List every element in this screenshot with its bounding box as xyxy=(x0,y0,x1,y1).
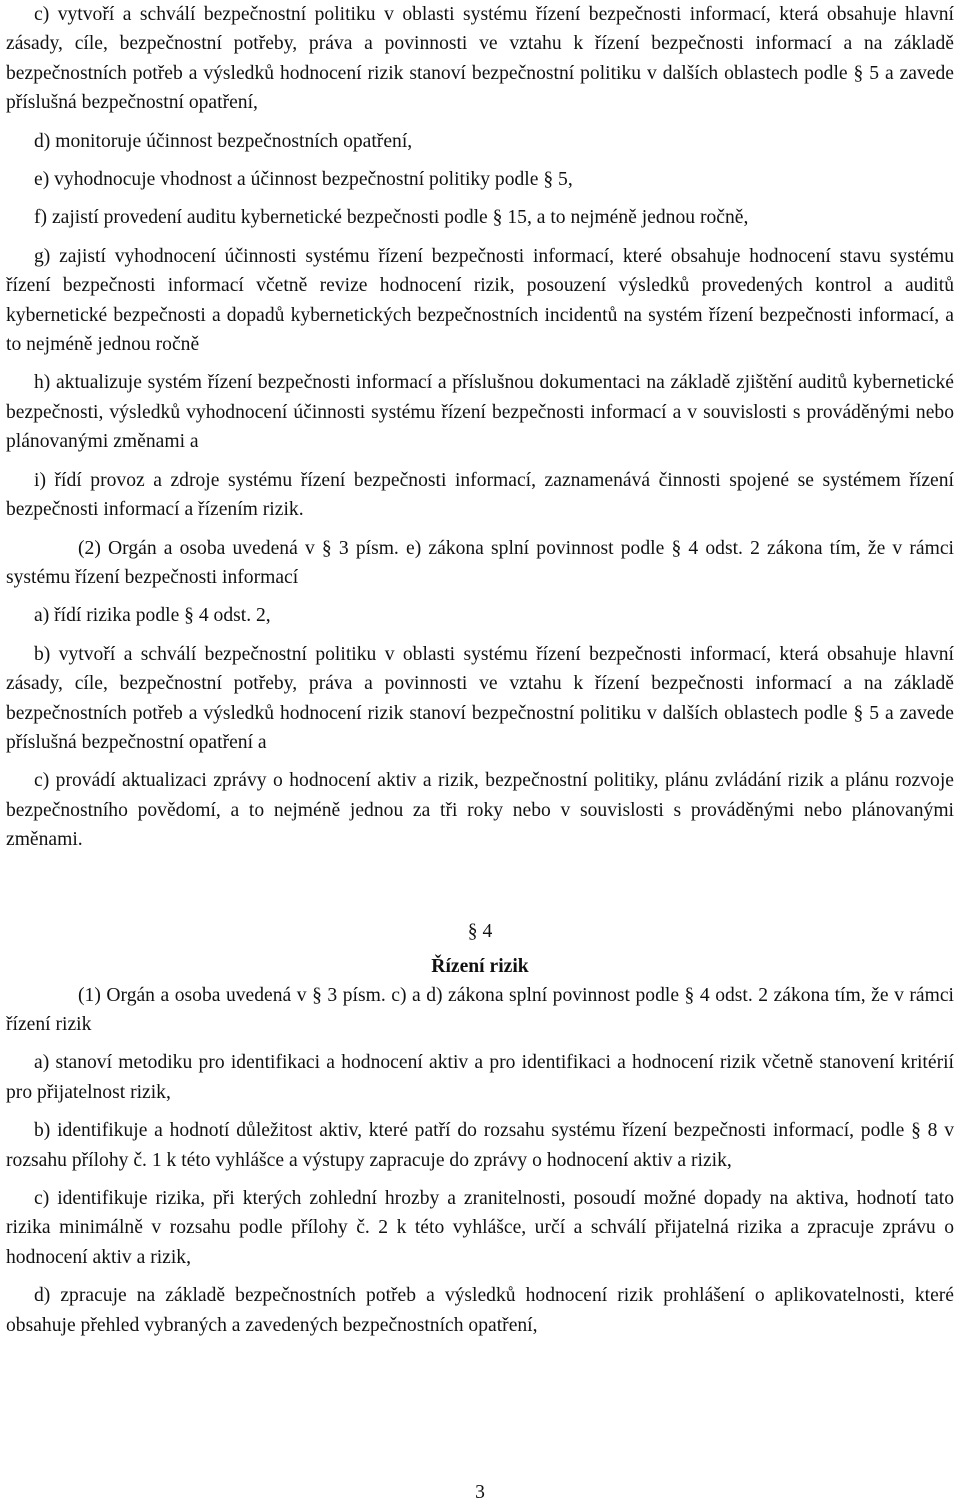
list-item-e: e) vyhodnocuje vhodnost a účinnost bezpečnostní politiky podle § 5, xyxy=(34,169,573,191)
list-item-f: f) zajistí provedení auditu kybernetické bezpečnosti podle § 15, a to nejméně jednou ročně, xyxy=(34,207,749,229)
section-4-item-c: c) identifikuje rizika, při kterých zohlední hrozby a zranitelnosti, posoudí možné dopady na aktiva, hodnotí tato rizika minimálně v rozsahu podle přílohy č. 2 k této vyhlášce, určí a schválí přijatelná rizika a zpracuje zprávu o hodnocení aktiv a rizik, xyxy=(6,1188,954,1268)
list-item-i: i) řídí provoz a zdroje systému řízení bezpečnosti informací, zaznamenává činnosti spojené se systémem řízení bezpečnosti informací a řízením rizik. xyxy=(6,469,954,521)
paragraph-2-item-a: a) řídí rizika podle § 4 odst. 2, xyxy=(34,605,271,627)
section-title: Řízení rizik xyxy=(431,955,529,977)
paragraph-2-intro: (2) Orgán a osoba uvedená v § 3 písm. e) zákona splní povinnost podle § 4 odst. 2 zákona tím, že v rámci systému řízení bezpečnosti informací xyxy=(6,537,954,588)
section-number: § 4 xyxy=(467,920,493,942)
section-4-intro: (1) Orgán a osoba uvedená v § 3 písm. c) a d) zákona splní povinnost podle § 4 odst. 2 zákona tím, že v rámci řízení rizik xyxy=(6,984,954,1035)
paragraph-2-item-b: b) vytvoří a schválí bezpečnostní politiku v oblasti systému řízení bezpečnosti informací, která obsahuje hlavní zásady, cíle, bezpečnostní potřeby, práva a povinnosti ve vztahu k řízení bezpečnosti informací a na základě bezpečnostních potřeb a výsledků hodnocení rizik stanoví bezpečnostní politiku v dalších oblastech podle § 5 a zavede příslušná bezpečnostní opatření a xyxy=(6,643,954,753)
list-item-c: c) vytvoří a schválí bezpečnostní politiku v oblasti systému řízení bezpečnosti informací, která obsahuje hlavní zásady, cíle, bezpečnostní potřeby, práva a povinnosti ve vztahu k řízení bezpečnosti informací a na základě bezpečnostních potřeb a výsledků hodnocení rizik stanoví bezpečnostní politiku v dalších oblastech podle § 5 a zavede příslušná bezpečnostní opatření, xyxy=(6,4,954,114)
list-item-d: d) monitoruje účinnost bezpečnostních opatření, xyxy=(34,130,413,152)
section-4-item-a: a) stanoví metodiku pro identifikaci a hodnocení aktiv a pro identifikaci a hodnocení rizik včetně stanovení kritérií pro přijatelnost rizik, xyxy=(6,1052,954,1103)
paragraph-2-item-c: c) provádí aktualizaci zprávy o hodnocení aktiv a rizik, bezpečnostní politiky, plánu zvládání rizik a plánu rozvoje bezpečnostního povědomí, a to nejméně jednou za tři roky nebo v souvislosti s prováděnými nebo plánovanými změnami. xyxy=(6,770,954,851)
page-number: 3 xyxy=(475,1482,485,1503)
document-page xyxy=(6,0,954,1340)
list-item-h: h) aktualizuje systém řízení bezpečnosti informací a příslušnou dokumentaci na základě zjištění auditů kybernetické bezpečnosti, výsledků vyhodnocení účinnosti systému řízení bezpečnosti informací a v souvislosti s prováděnými nebo plánovanými změnami a xyxy=(6,372,954,453)
section-4-item-d: d) zpracuje na základě bezpečnostních potřeb a výsledků hodnocení rizik prohlášení o aplikovatelnosti, které obsahuje přehled vybraných a zavedených bezpečnostních opatření, xyxy=(6,1285,954,1336)
list-item-g: g) zajistí vyhodnocení účinnosti systému řízení bezpečnosti informací, které obsahuje hodnocení stavu systému řízení bezpečnosti informací včetně revize hodnocení rizik, posouzení výsledků provedených kontrol a auditů kybernetické bezpečnosti a dopadů kybernetických bezpečnostních incidentů na systém řízení bezpečnosti informací, a to nejméně jednou ročně xyxy=(6,245,954,356)
section-4-item-b: b) identifikuje a hodnotí důležitost aktiv, které patří do rozsahu systému řízení bezpečnosti informací, podle § 8 v rozsahu přílohy č. 1 k této vyhlášce a výstupy zapracuje do zprávy o hodnocení aktiv a rizik, xyxy=(6,1120,954,1171)
